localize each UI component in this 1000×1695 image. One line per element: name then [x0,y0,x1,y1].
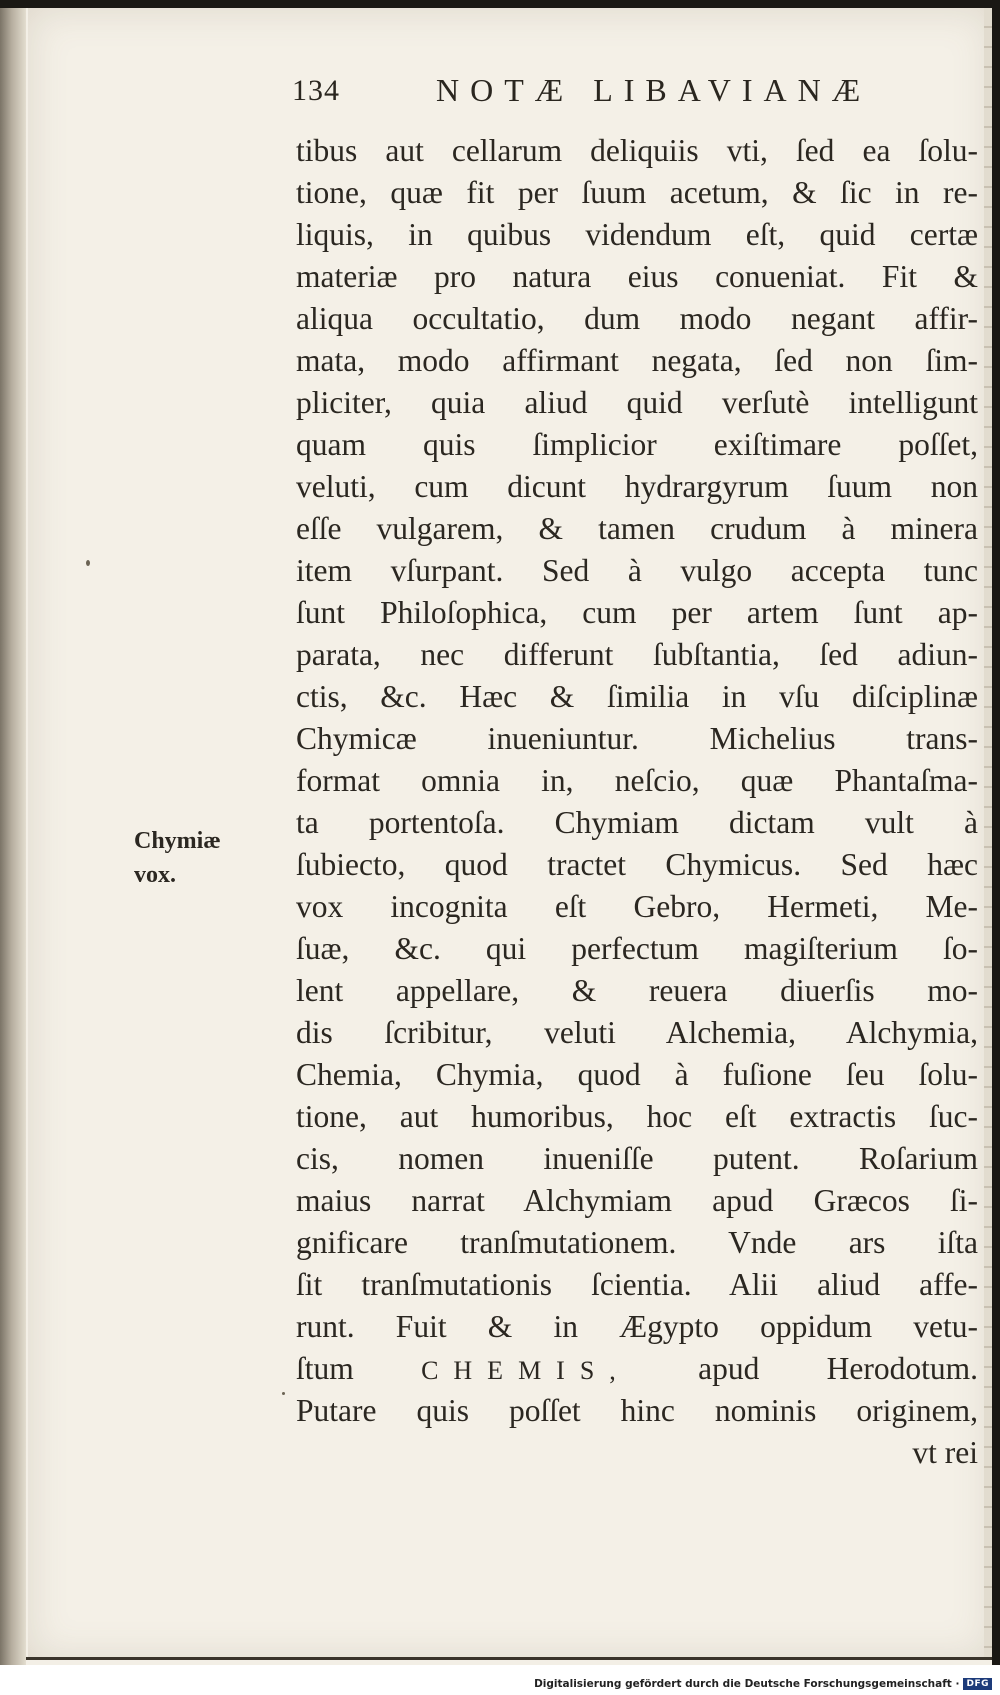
marginal-note-line: Chymiæ [134,828,221,854]
marginal-note-line: vox. [134,862,176,888]
text-line: quam quis ſimplicior exiſtimare poſſet, [296,427,978,462]
text-line: cis, nomen inueniſſe putent. Roſarium [296,1141,978,1176]
text-line: pliciter, quia aliud quid verſutè intelligunt [296,385,978,420]
digitization-credit [534,1676,992,1692]
text-line [296,1348,978,1390]
scan-top-border [0,0,1000,8]
text-line: ctis, &c. Hæc & ſimilia in vſu diſciplinæ [296,679,978,714]
scan-right-border [992,0,1000,1665]
text-line: lent appellare, & reuera diuerſis mo- [296,973,978,1008]
page-number: 134 [292,74,340,107]
text-line: Chemia, Chymia, quod à fuſione ſeu ſolu- [296,1057,978,1092]
text-line: gnificare tranſmutationem. Vnde ars iſta [296,1225,978,1260]
text-line: ſunt Philoſophica, cum per artem ſunt ap- [296,595,978,630]
book-gutter [0,0,26,1665]
text-line: mata, modo affirmant negata, ſed non ſim- [296,343,978,378]
text-line: ſit tranſmutationis ſcientia. Alii aliud affe- [296,1267,978,1302]
text-segment: ſtum [296,1351,354,1386]
text-line: vox incognita eſt Gebro, Hermeti, Me- [296,889,978,924]
catchword: vt rei [912,1435,978,1470]
credit-text: Digitalisierung gefördert durch die Deutsche Forschungsgemeinschaft · [534,1678,960,1690]
text-line: tibus aut cellarum deliquiis vti, ſed ea ſolu- [296,133,978,168]
page-bottom-edge [26,1657,992,1660]
text-line: eſſe vulgarem, & tamen crudum à minera [296,511,978,546]
text-line: format omnia in, neſcio, quæ Phantaſma- [296,763,978,798]
text-line: parata, nec differunt ſubſtantia, ſed adiun- [296,637,978,672]
text-line: tione, aut humoribus, hoc eſt extractis ſuc- [296,1099,978,1134]
text-line: tione, quæ fit per ſuum acetum, & ſic in re- [296,175,978,210]
text-line: item vſurpant. Sed à vulgo accepta tunc [296,553,978,588]
text-line: Chymicæ inueniuntur. Michelius trans- [296,721,978,756]
text-line: liquis, in quibus videndum eſt, quid certæ [296,217,978,252]
spaced-name: CHEMIS, [421,1356,631,1385]
running-head [292,72,982,122]
text-segment: apud Herodotum. [698,1351,978,1386]
text-line: ſubiecto, quod tractet Chymicus. Sed hæc [296,847,978,882]
marginal-note [134,824,274,892]
text-line: dis ſcribitur, veluti Alchemia, Alchymia, [296,1015,978,1050]
dfg-logo: DFG [963,1678,992,1690]
page-speck [282,1392,285,1395]
text-line: ſuæ, &c. qui perfectum magiſterium ſo- [296,931,978,966]
text-line: materiæ pro natura eius conueniat. Fit & [296,259,978,294]
text-line: Putare quis poſſet hinc nominis originem, [296,1393,978,1428]
text-line: maius narrat Alchymiam apud Græcos ſi- [296,1183,978,1218]
text-line: ta portentoſa. Chymiam dictam vult à [296,805,978,840]
text-line: runt. Fuit & in Ægypto oppidum vetu- [296,1309,978,1344]
text-line: aliqua occultatio, dum modo negant affir- [296,301,978,336]
page-fore-edge [984,8,992,1660]
page-speck [86,560,90,566]
body-text [296,130,978,1474]
running-title: NOTÆ LIBAVIANÆ [436,72,872,108]
text-line: veluti, cum dicunt hydrargyrum ſuum non [296,469,978,504]
